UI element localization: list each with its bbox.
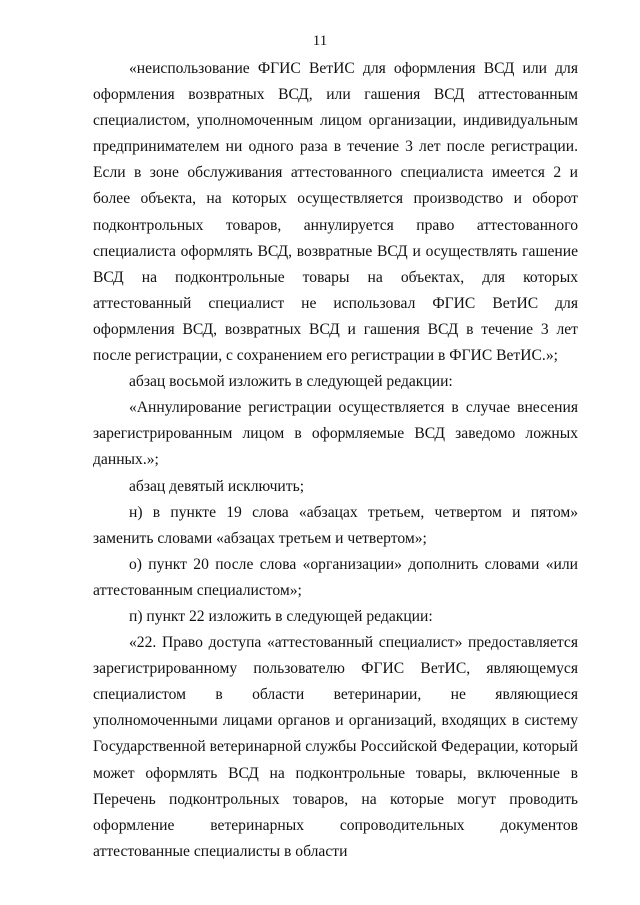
paragraph-item-p: п) пункт 22 изложить в следующей редакции: [129, 607, 433, 625]
paragraph-item-n: н) в пункте 19 слова «абзацах третьем, четвертом и пятом» заменить словами «абзацах третьем и четвертом»; [93, 503, 578, 547]
page-number: 11 [312, 33, 328, 49]
paragraph-item-o: о) пункт 20 после слова «организации» дополнить словами «или аттестованным специалистом»; [93, 555, 578, 599]
paragraph-clause-22: «22. Право доступа «аттестованный специалист» предоставляется зарегистрированному пользователю ФГИС ВетИС, являющемуся специалистом в области ветеринарии, не являющиеся уполномоченными лицами органов и организаций, входящих в систему Государственной ветеринарной службы Российской Федерации, который может оформлять ВСД на подконтрольные товары, включенные в Перечень подконтрольных товаров, на которые могут проводить оформление ветеринарных сопроводительных документов аттестованные специалисты в области [93, 634, 578, 860]
document-body [93, 56, 578, 865]
paragraph-eighth-clause: абзац восьмой изложить в следующей редакции: [129, 373, 453, 391]
paragraph-ninth-clause: абзац девятый исключить; [129, 477, 305, 495]
paragraph-annulment: «Аннулирование регистрации осуществляется в случае внесения зарегистрированным лицом в оформляемые ВСД заведомо ложных данных.»; [93, 399, 578, 469]
paragraph-nonuse-fgis: «неиспользование ФГИС ВетИС для оформления ВСД или для оформления возвратных ВСД, или гашения ВСД аттестованным специалистом, уполномоченным лицом организации, индивидуальным предпринимателем ни одного раза в течение 3 лет после регистрации. Если в зоне обслуживания аттестованного специалиста имеется 2 и более объекта, на которых осуществляется производство и оборот подконтрольных товаров, аннулируется право аттестованного специалиста оформлять ВСД, возвратные ВСД и осуществлять гашение ВСД на подконтрольные товары на объектах, для которых аттестованный специалист не использовал ФГИС ВетИС для оформления ВСД, возвратных ВСД и гашения ВСД в течение 3 лет после регистрации, с сохранением его регистрации в ФГИС ВетИС.»; [93, 60, 578, 365]
